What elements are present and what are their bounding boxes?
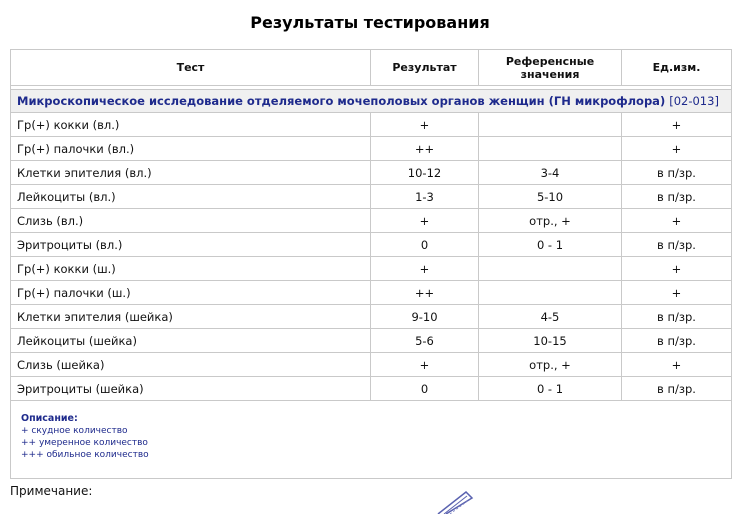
cell-test: Гр(+) палочки (вл.)	[11, 137, 371, 161]
cell-reference: 4-5	[479, 305, 622, 329]
cell-reference	[479, 281, 622, 305]
cell-reference	[479, 137, 622, 161]
cell-reference: 0 - 1	[479, 377, 622, 401]
note-label: Примечание:	[10, 484, 93, 498]
cell-reference	[479, 257, 622, 281]
results-table	[10, 49, 732, 479]
table-row	[11, 329, 732, 353]
cell-test: Клетки эпителия (шейка)	[11, 305, 371, 329]
cell-result: 5-6	[371, 329, 479, 353]
section-row	[11, 90, 732, 113]
page-title: Результаты тестирования	[250, 13, 490, 32]
cell-reference: 10-15	[479, 329, 622, 353]
cell-units: +	[622, 281, 732, 305]
header-reference: Референсные значения	[479, 50, 622, 86]
section-code: [02-013]	[669, 94, 719, 108]
cell-units: в п/зр.	[622, 233, 732, 257]
cell-units: в п/зр.	[622, 161, 732, 185]
cell-result: 0	[371, 377, 479, 401]
description-line: + скудное количество	[21, 426, 128, 436]
cell-result: 0	[371, 233, 479, 257]
description-row	[11, 401, 732, 479]
cell-reference: отр., +	[479, 353, 622, 377]
cell-reference	[479, 113, 622, 137]
cell-units: в п/зр.	[622, 185, 732, 209]
table-row	[11, 161, 732, 185]
cell-test: Лейкоциты (вл.)	[11, 185, 371, 209]
table-row	[11, 113, 732, 137]
cell-units: +	[622, 113, 732, 137]
section-cell	[11, 90, 732, 113]
table-header-row	[11, 50, 732, 86]
table-row	[11, 281, 732, 305]
cell-units: +	[622, 257, 732, 281]
cell-result: +	[371, 209, 479, 233]
cell-test: Лейкоциты (шейка)	[11, 329, 371, 353]
table-row	[11, 233, 732, 257]
cell-test: Клетки эпителия (вл.)	[11, 161, 371, 185]
cell-units: +	[622, 209, 732, 233]
header-test: Тест	[11, 50, 371, 86]
cell-reference: 5-10	[479, 185, 622, 209]
cell-result: 10-12	[371, 161, 479, 185]
header-units: Ед.изм.	[622, 50, 732, 86]
cell-reference: отр., +	[479, 209, 622, 233]
table-row	[11, 353, 732, 377]
cell-units: в п/зр.	[622, 305, 732, 329]
cell-result: 9-10	[371, 305, 479, 329]
cell-result: 1-3	[371, 185, 479, 209]
cell-result: +	[371, 257, 479, 281]
table-row	[11, 137, 732, 161]
table-row	[11, 185, 732, 209]
cell-units: в п/зр.	[622, 377, 732, 401]
description-title: Описание:	[21, 413, 78, 424]
cell-test: Эритроциты (шейка)	[11, 377, 371, 401]
cell-test: Гр(+) кокки (вл.)	[11, 113, 371, 137]
cell-result: ++	[371, 281, 479, 305]
cell-test: Гр(+) палочки (ш.)	[11, 281, 371, 305]
description-line: ++ умеренное количество	[21, 438, 148, 448]
cell-units: +	[622, 137, 732, 161]
cell-units: +	[622, 353, 732, 377]
cell-test: Слизь (вл.)	[11, 209, 371, 233]
cell-test: Слизь (шейка)	[11, 353, 371, 377]
cell-result: +	[371, 353, 479, 377]
stamp-fragment-icon	[436, 490, 476, 514]
table-row	[11, 305, 732, 329]
header-result: Результат	[371, 50, 479, 86]
cell-result: ++	[371, 137, 479, 161]
section-title: Микроскопическое исследование отделяемого мочеполовых органов женщин (ГН микрофлора)	[17, 94, 666, 108]
description-line: +++ обильное количество	[21, 450, 149, 460]
cell-reference: 0 - 1	[479, 233, 622, 257]
description-cell	[11, 401, 732, 479]
cell-units: в п/зр.	[622, 329, 732, 353]
cell-test: Гр(+) кокки (ш.)	[11, 257, 371, 281]
table-row	[11, 377, 732, 401]
cell-test: Эритроциты (вл.)	[11, 233, 371, 257]
table-row	[11, 257, 732, 281]
cell-result: +	[371, 113, 479, 137]
cell-reference: 3-4	[479, 161, 622, 185]
table-row	[11, 209, 732, 233]
